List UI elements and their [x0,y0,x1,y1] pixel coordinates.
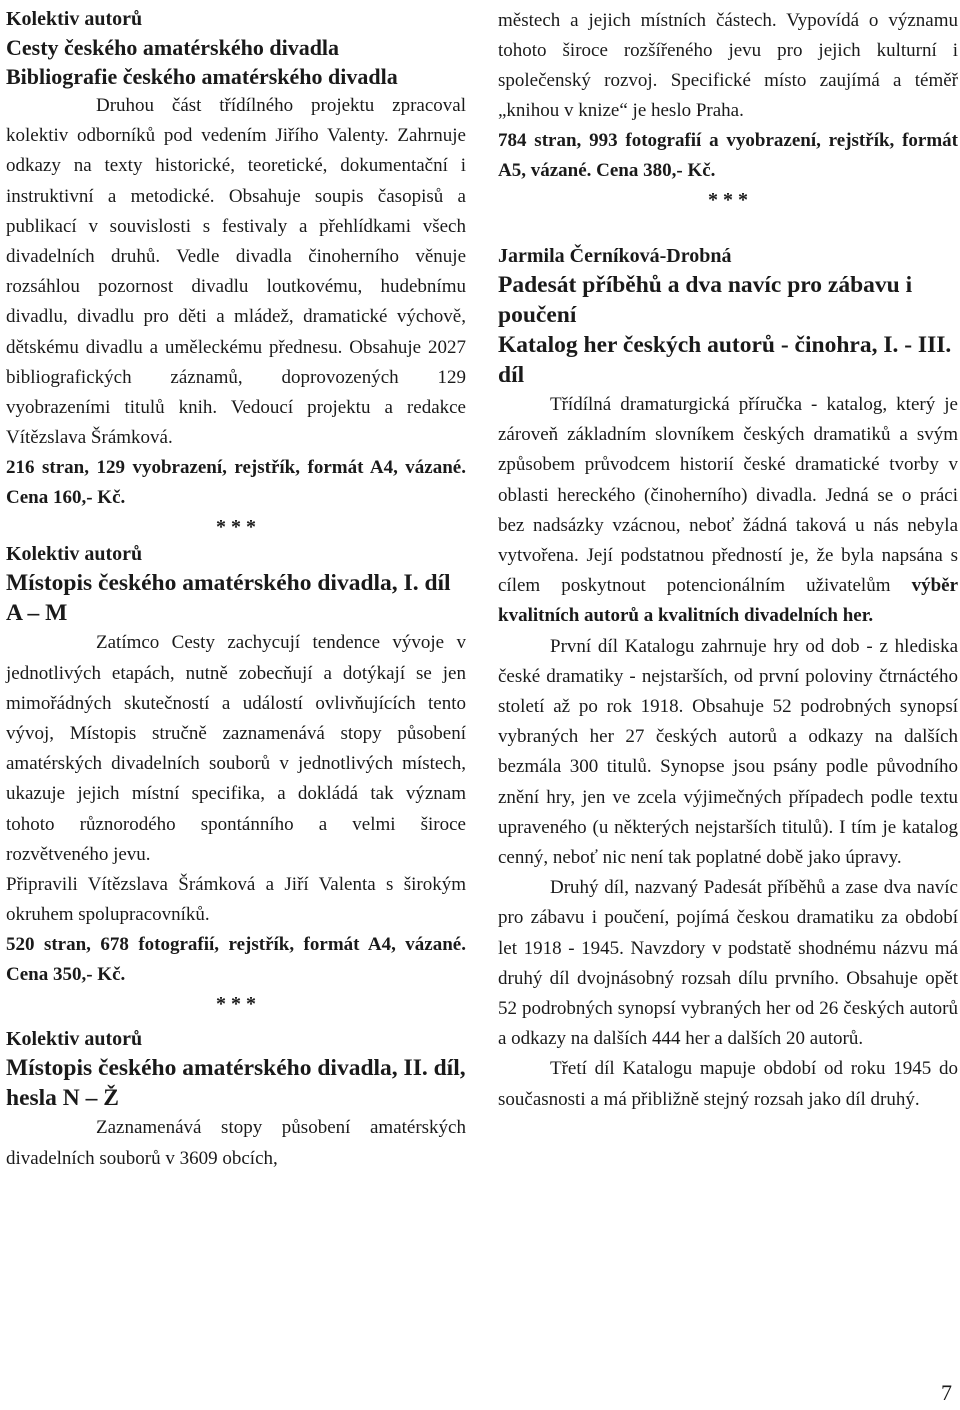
separator: * * * [216,993,256,1016]
left-column [6,6,466,1174]
entry-author: Jarmila Černíková-Drobná [498,245,732,267]
entry-paragraph-part3: Třetí díl Katalogu mapuje období od roku 1945 do současnosti a má přibližně stejný rozsah jako díl druhý. [498,1058,958,1110]
entry-author: Kolektiv autorů [6,8,143,30]
entry-title: Padesát příběhů a dva navíc pro zábavu i poučení [498,272,913,328]
book-entry-cesty [6,6,466,513]
entry-description: Zatímco Cesty zachycují tendence vývoje v jednotlivých etapách, nutně zobecňují a dotýkají se jen mimořádných skutečností a událostí ovlivňujících tento vývoj, Místopis stručně zaznamenává stopy působení amatérských divadelních souborů v jednotlivých místech, ukazuje jejich místní specifika, a dokládá tak význam tohoto různorodého spontánního a velmi široce rozvětveného jevu. [6,632,466,865]
description-highlight: výběr kvalitních autorů a kvalitních divadelních her. [498,575,959,627]
entry-title: Místopis českého amatérského divadla, I. díl A – M [6,570,451,627]
entry-specs: 216 stran, 129 vyobrazení, rejstřík, formát A4, vázané. Cena 160,- Kč. [6,457,466,509]
separator: * * * [708,189,748,211]
entry-specs: 784 stran, 993 fotografií a vyobrazení, rejstřík, formát A5, vázané. Cena 380,- Kč. [498,130,958,181]
entry-description: Druhou část třídílného projektu zpracoval kolektiv odborníků pod vedením Jiřího Valenty. Zahrnuje odkazy na texty historické, teoretické, dokumentační i instruktivní a metodické. Obsahuje soupis časopisů a publikací v souvislosti s festivaly a přehlídkami všech divadelních druhů. Vedle divadla činoherního věnuje rozsáhlou pozornost divadlu loutkovému, hudebnímu divadlu, divadlu pro děti a mládež, dramatické výchově, dětskému divadlu a uměleckému přednesu. Obsahuje 2027 bibliografických záznamů, doprovozených 129 vyobrazeními titulů knih. Vedoucí projektu a redakce Vítězslava Šrámková. [6,95,466,449]
entry-description: Zaznamenává stopy působení amatérských divadelních souborů v 3609 obcích, [6,1117,466,1169]
entry-specs: 520 stran, 678 fotografií, rejstřík, formát A4, vázané. Cena 350,- Kč. [6,934,466,986]
entry-title: Cesty českého amatérského divadla [6,35,340,60]
page-number: 7 [941,1380,952,1405]
book-entry-mistopis-2 [6,1026,466,1173]
entry-credits: Připravili Vítězslava Šrámková a Jiří Valenta s širokým okruhem spolupracovníků. [6,874,466,926]
entry-paragraph-part2: Druhý díl, nazvaný Padesát příběhů a zase dva navíc pro zábavu i poučení, pojímá českou dramatiku za období let 1918 - 1945. Navzdory v podstatě shodnému názvu má druhý díl dvojnásobný rozsah dílu prvního. Obsahuje opět 52 podrobných synopsí vybraných her od 26 českých autorů a odkazy na dalších 444 her a dalších 20 autorů. [498,877,958,1050]
entry-author: Kolektiv autorů [6,1028,143,1051]
right-column [498,6,958,1115]
entry-paragraph-part1: První díl Katalogu zahrnuje hry od dob - z hlediska české dramatiky - nejstarších, od první poloviny čtrnáctého století až po rok 1918. Obsahuje 52 podrobných synopsí vybraných her 27 českých autorů a odkazy na dalších bezmála 300 titulů. Synopse jsou psány podle původního znění hry, jen ve zcela výjimečných případech podle textu upraveného (u některých nejstarších titulů). I tím je katalog cenný, neboť nic není tak poplatné době jako úpravy. [498,635,958,869]
book-entry-mistopis-2-continued [498,6,958,186]
description-text: Třídílná dramaturgická příručka - katalog, který je zároveň základním slovníkem českých dramatiků a svým způsobem průvodcem historií české dramatické tvorby v oblasti hereckého (činoherního) divadla. Jedná se o práci bez nadsázky vzácnou, neboť žádná taková u nás nebyla vytvořena. Její podstatnou předností je, že byla napsána s cílem poskytnout potencionálním uživatelům [498,394,958,597]
book-entry-padesat-pribehu [498,243,958,1115]
book-entry-mistopis-1 [6,541,466,990]
entry-subtitle: Bibliografie českého amatérského divadla [6,64,398,89]
entry-subtitle: Katalog her českých autorů - činohra, I. - III. díl [498,332,952,388]
entry-description: městech a jejich místních částech. Vypovídá o významu tohoto široce rozšířeného jevu pro jejich kulturní i společenský rozvoj. Specifické místo zaujímá a téměř „knihou v knize“ je heslo Praha. [498,10,958,121]
entry-title: Místopis českého amatérského divadla, II. díl, hesla N – Ž [6,1055,466,1112]
entry-author: Kolektiv autorů [6,543,143,566]
separator: * * * [216,516,256,539]
entry-description [498,390,958,632]
